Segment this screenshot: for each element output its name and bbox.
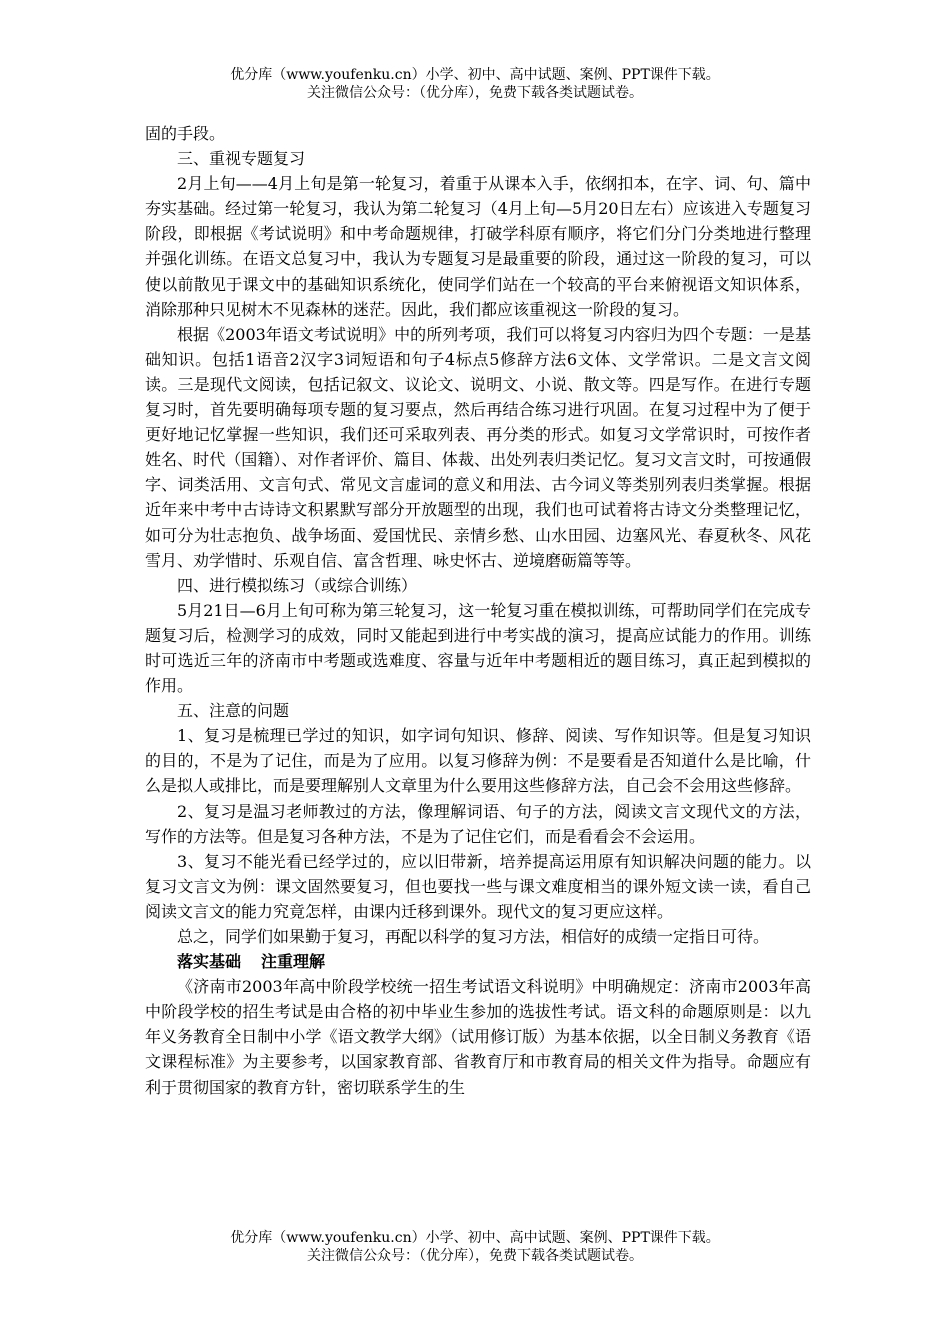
section-heading: 五、注意的问题	[177, 701, 290, 721]
article-title	[145, 949, 811, 974]
section-heading: 三、重视专题复习	[177, 149, 306, 169]
paragraph: 5月21日—6月上旬可称为第三轮复习，这一轮复习重在模拟训练，可帮助同学们在完成专题复习后，检测学习的成效，同时又能起到进行中考实战的演习，提高应试能力的作用。训练时可选近三年的济南市中考题或选难度、容量与近年中考题相近的题目练习，真正起到模拟的作用。	[145, 600, 811, 696]
paragraph: 固的手段。	[145, 124, 226, 143]
footer-line-1: 优分库（www.youfenku.cn）小学、初中、高中试题、案例、PPT课件下载。	[230, 1230, 720, 1246]
document-body	[145, 121, 811, 1100]
paragraph: 1、复习是梳理已学过的知识，如字词句知识、修辞、阅读、写作知识等。但是复习知识的目的，不是为了记住，而是为了应用。以复习修辞为例：不是要看是否知道什么是比喻，什么是拟人或排比，而是要理解别人文章里为什么要用这些修辞方法，自己会不会用这些修辞。	[145, 726, 811, 796]
page-footer	[0, 1229, 950, 1265]
paragraph: 《济南市2003年高中阶段学校统一招生考试语文科说明》中明确规定：济南市2003年高中阶段学校的招生考试是由合格的初中毕业生参加的选拔性考试。语文科的命题原则是：以九年义务教育全日制中小学《语文教学大纲》（试用修订版）为基本依据，以全日制义务教育《语文课程标准》为主要参考，以国家教育部、省教育厅和市教育局的相关文件为指导。命题应有利于贯彻国家的教育方针，密切联系学生的生	[145, 977, 811, 1097]
paragraph: 总之，同学们如果勤于复习，再配以科学的复习方法，相信好的成绩一定指日可待。	[177, 927, 770, 946]
paragraph: 2、复习是温习老师教过的方法，像理解词语、句子的方法，阅读文言文现代文的方法，写作的方法等。但是复习各种方法，不是为了记住它们，而是看看会不会运用。	[145, 801, 811, 846]
paragraph: 根据《2003年语文考试说明》中的所列考项，我们可以将复习内容归为四个专题：一是基础知识。包括1语音2汉字3词短语和句子4标点5修辞方法6文体、文学常识。二是文言文阅读。三是现代文阅读，包括记叙文、议论文、说明文、小说、散文等。四是写作。在进行专题复习时，首先要明确每项专题的复习要点，然后再结合练习进行巩固。在复习过程中为了便于更好地记忆掌握一些知识，我们还可采取列表、再分类的形式。如复习文学常识时，可按作者姓名、时代（国籍）、对作者评价、篇目、体裁、出处列表归类记忆。复习文言文时，可按通假字、词类活用、文言句式、常见文言虚词的意义和用法、古今词义等类别列表归类掌握。根据近年来中考中古诗诗文积累默写部分开放题型的出现，我们也可试着将古诗文分类整理记忆，如可分为壮志抱负、战争场面、爱国忧民、亲情乡愁、山水田园、边塞风光、春夏秋冬、风花雪月、劝学惜时、乐观自信、富含哲理、咏史怀古、逆境磨砺篇等等。	[145, 324, 811, 570]
header-line-2: 关注微信公众号：（优分库），免费下载各类试题试卷。	[307, 85, 643, 101]
header-line-1: 优分库（www.youfenku.cn）小学、初中、高中试题、案例、PPT课件下载。	[230, 67, 720, 83]
article-title-part-2: 注重理解	[261, 952, 326, 972]
paragraph: 2月上旬——4月上旬是第一轮复习，着重于从课本入手，依纲扣本，在字、词、句、篇中夯实基础。经过第一轮复习，我认为第二轮复习（4月上旬—5月20日左右）应该进入专题复习阶段，即根据《考试说明》和中考命题规律，打破学科原有顺序，将它们分门分类地进行整理并强化训练。在语文总复习中，我认为专题复习是最重要的阶段，通过这一阶段的复习，可以使以前散见于课文中的基础知识系统化，使同学们站在一个较高的平台来俯视语文知识体系，消除那种只见树木不见森林的迷茫。因此，我们都应该重视这一阶段的复习。	[145, 174, 811, 319]
paragraph: 3、复习不能光看已经学过的，应以旧带新，培养提高运用原有知识解决问题的能力。以复习文言文为例：课文固然要复习，但也要找一些与课文难度相当的课外短文读一读，看自己阅读文言文的能力究竟怎样，由课内迁移到课外。现代文的复习更应这样。	[145, 851, 811, 921]
section-heading: 四、进行模拟练习（或综合训练）	[177, 575, 418, 595]
article-title-part-1: 落实基础	[177, 952, 242, 972]
page-header	[0, 66, 950, 102]
footer-line-2: 关注微信公众号：（优分库），免费下载各类试题试卷。	[307, 1248, 643, 1264]
